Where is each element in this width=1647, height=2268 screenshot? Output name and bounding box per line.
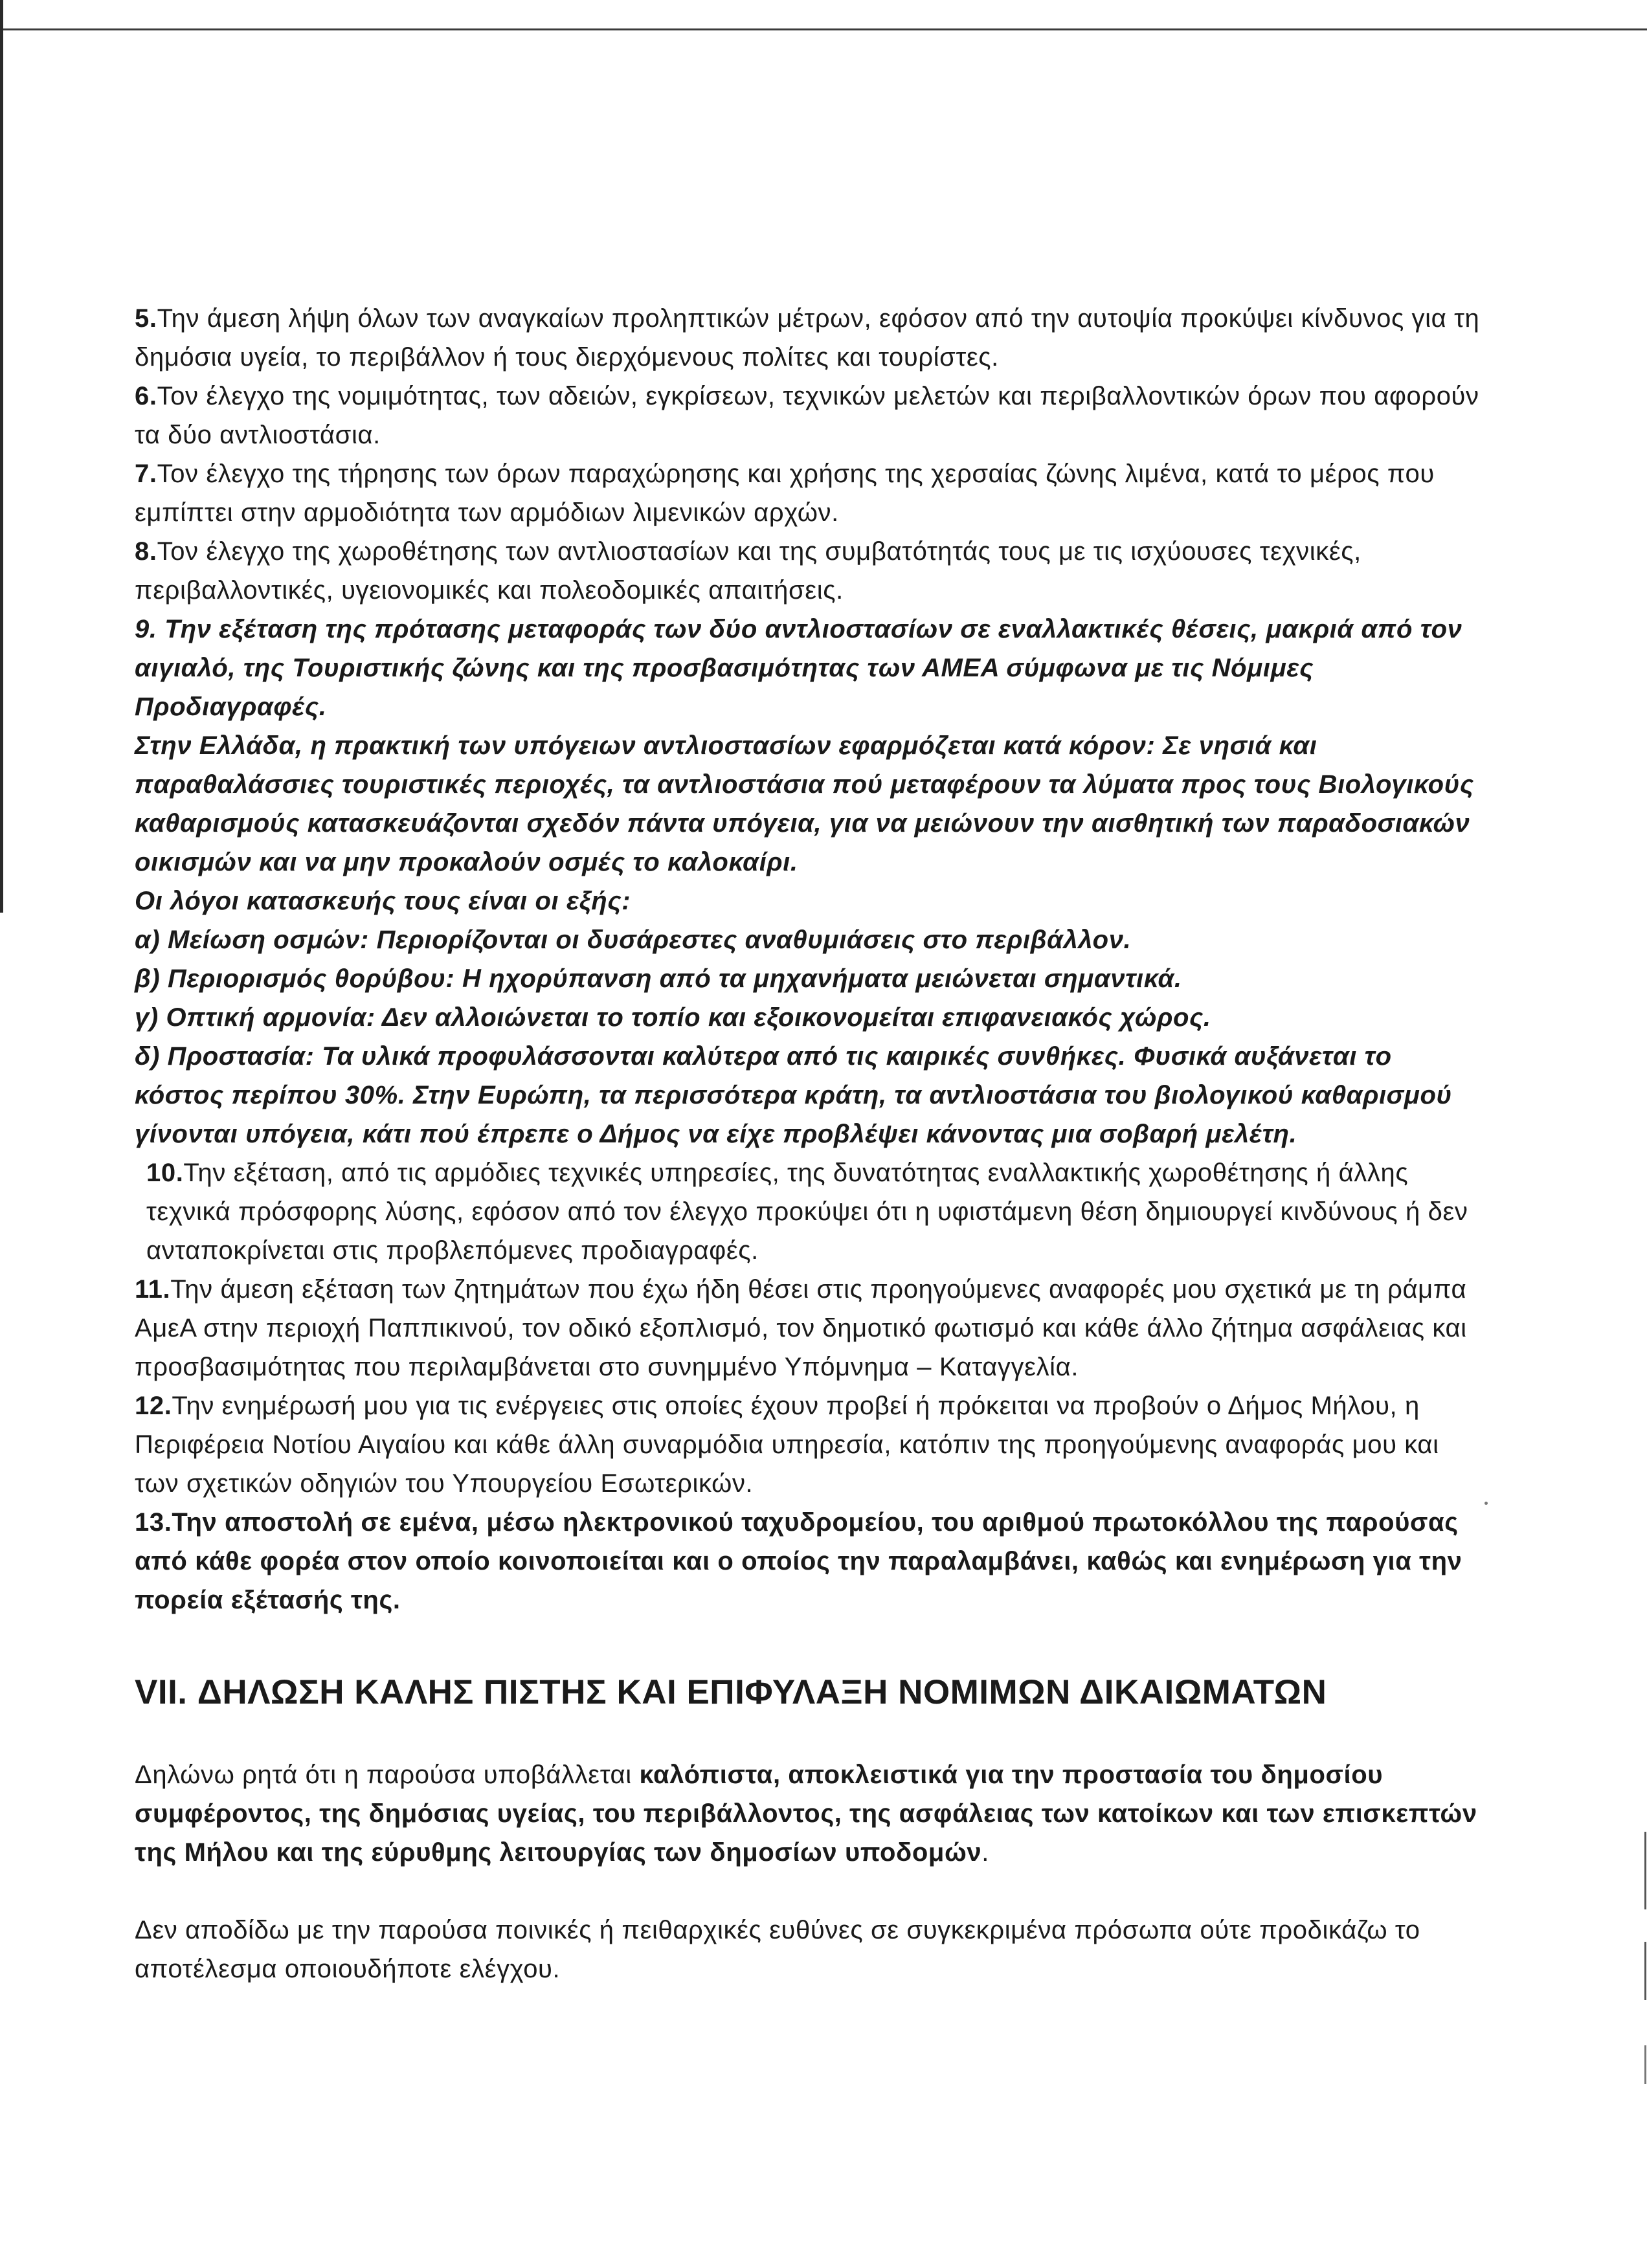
item-text: Την εξέταση, από τις αρμόδιες τεχνικές υπηρεσίες, της δυνατότητας εναλλακτικής χωροθέτησης ή άλλης τεχνικά πρόσφορης λύσης, εφόσον από τον έλεγχο προκύψει ότι η υφιστάμενη θέση δημιουργεί κινδύνους ή δεν ανταποκρίνεται στις προβλεπόμενες προδιαγραφές. bbox=[146, 1159, 1468, 1265]
paragraph-gap bbox=[135, 1872, 1481, 1911]
scan-edge-top bbox=[0, 28, 1647, 30]
item-text: Τον έλεγχο της χωροθέτησης των αντλιοστασίων και της συμβατότητάς τους με τις ισχύουσες τεχνικές, περιβαλλοντικές, υγειονομικές και πολεοδομικές απαιτήσεις. bbox=[135, 537, 1361, 605]
reasons-intro: Οι λόγοι κατασκευής τους είναι οι εξής: bbox=[135, 887, 631, 915]
request-item-13 bbox=[135, 1503, 1481, 1619]
item-text: Τον έλεγχο της νομιμότητας, των αδειών, εγκρίσεων, τεχνικών μελετών και περιβαλλοντικών όρων που αφορούν τα δύο αντλιοστάσια. bbox=[135, 382, 1479, 449]
scan-mark bbox=[1644, 1942, 1646, 2000]
item-text: Την ενημέρωσή μου για τις ενέργειες στις οποίες έχουν προβεί ή πρόκειται να προβούν ο Δήμος Μήλου, η Περιφέρεια Νοτίου Αιγαίου και κάθε άλλη συναρμόδια υπηρεσία, κατόπιν της προηγούμενης αναφοράς μου και των σχετικών οδηγιών του Υπουργείου Εσωτερικών. bbox=[135, 1392, 1439, 1498]
item-number: 12. bbox=[135, 1392, 172, 1420]
request-item-8 bbox=[135, 532, 1481, 610]
item-text: Την άμεση εξέταση των ζητημάτων που έχω ήδη θέσει στις προηγούμενες αναφορές μου σχετικά με τη ράμπα ΑμεΑ στην περιοχή Παππικινού, τον οδικό εξοπλισμό, τον δημοτικό φωτισμό και κάθε άλλο ζήτημα ασφάλειας και προσβασιμότητας που περιλαμβάνεται στο συνημμένο Υπόμνημα – Καταγγελία. bbox=[135, 1275, 1467, 1381]
item-text: Την άμεση λήψη όλων των αναγκαίων προληπτικών μέτρων, εφόσον από την αυτοψία προκύψει κίνδυνος για τη δημόσια υγεία, το περιβάλλον ή τους διερχόμενους πολίτες και τουρίστες. bbox=[135, 304, 1480, 372]
request-item-12 bbox=[135, 1386, 1481, 1503]
scan-speck bbox=[1485, 1502, 1488, 1505]
request-item-10 bbox=[135, 1153, 1481, 1270]
item-number: 9. bbox=[135, 615, 157, 643]
item-number: 8. bbox=[135, 537, 157, 566]
reason-a: α) Μείωση οσμών: Περιορίζονται οι δυσάρεστες αναθυμιάσεις στο περιβάλλον. bbox=[135, 926, 1132, 954]
request-item-6 bbox=[135, 377, 1481, 454]
request-item-9 bbox=[135, 610, 1481, 726]
request-item-11 bbox=[135, 1270, 1481, 1386]
greece-practice-note: Στην Ελλάδα, η πρακτική των υπόγειων αντλιοστασίων εφαρμόζεται κατά κόρον: Σε νησιά και παραθαλάσσιες τουριστικές περιοχές, τα αντλιοστάσια πού μεταφέρουν τα λύματα προς τους Βιολογικούς καθαρισμούς κατασκευάζονται σχεδόν πάντα υπόγεια, για να μειώνουν την αισθητική των παραδοσιακών οικισμών και να μην προκαλούν οσμές το καλοκαίρι. bbox=[135, 731, 1474, 876]
scan-edge-left bbox=[0, 0, 3, 913]
item-text: Την αποστολή σε εμένα, μέσω ηλεκτρονικού ταχυδρομείου, του αριθμού πρωτοκόλλου της παρούσας από κάθε φορέα στον οποίο κοινοποιείται και ο οποίος την παραλαμβάνει, καθώς και ενημέρωση για την πορεία εξέτασής της. bbox=[135, 1508, 1462, 1614]
section-heading: VII. ΔΗΛΩΣΗ ΚΑΛΗΣ ΠΙΣΤΗΣ ΚΑΙ ΕΠΙΦΥΛΑΞΗ ΝΟΜΙΜΩΝ ΔΙΚΑΙΩΜΑΤΩΝ bbox=[135, 1673, 1327, 1711]
reason-c: γ) Οπτική αρμονία: Δεν αλλοιώνεται το τοπίο και εξοικονομείται επιφανειακός χώρος. bbox=[135, 1003, 1211, 1032]
item-number: 7. bbox=[135, 460, 157, 488]
item-number: 5. bbox=[135, 304, 157, 333]
reason-d: δ) Προστασία: Τα υλικά προφυλάσσονται καλύτερα από τις καιρικές συνθήκες. Φυσικά αυξάνεται το κόστος περίπου 30%. Στην Ευρώπη, τα περισσότερα κράτη, τα αντλιοστάσια του βιολογικού καθαρισμού γίνονται υπόγεια, κάτι πού έπρεπε ο Δήμος να είχε προβλέψει κάνοντας μια σοβαρή μελέτη. bbox=[135, 1042, 1452, 1148]
item-text: Την εξέταση της πρότασης μεταφοράς των δύο αντλιοστασίων σε εναλλακτικές θέσεις, μακριά από τον αιγιαλό, της Τουριστικής ζώνης και της προσβασιμότητας των ΑΜΕΑ σύμφωνα με τις Νόμιμες Προδιαγραφές. bbox=[135, 615, 1462, 721]
declaration-emphasis: καλόπιστα, αποκλειστικά για την προστασία του δημοσίου συμφέροντος, της δημόσιας υγείας, του περιβάλλοντος, της ασφάλειας των κατοίκων και των επισκεπτών της Μήλου και της εύρυθμης λειτουργίας των δημοσίων υποδομών bbox=[135, 1761, 1477, 1867]
document-body bbox=[135, 299, 1481, 1988]
item-number: 6. bbox=[135, 382, 157, 410]
request-item-5 bbox=[135, 299, 1481, 377]
reason-b: β) Περιορισμός θορύβου: Η ηχορύπανση από τα μηχανήματα μειώνεται σημαντικά. bbox=[135, 964, 1182, 993]
scan-mark bbox=[1644, 2045, 1646, 2084]
declaration-lead: Δηλώνω ρητά ότι η παρούσα υποβάλλεται bbox=[135, 1761, 640, 1789]
item-number: 11. bbox=[135, 1275, 171, 1304]
item-number: 13. bbox=[135, 1508, 172, 1537]
no-liability-statement: Δεν αποδίδω με την παρούσα ποινικές ή πειθαρχικές ευθύνες σε συγκεκριμένα πρόσωπα ούτε προδικάζω το αποτέλεσμα οποιουδήποτε ελέγχου. bbox=[135, 1916, 1420, 1983]
request-item-7 bbox=[135, 454, 1481, 532]
scan-mark bbox=[1644, 1832, 1646, 1909]
good-faith-declaration bbox=[135, 1755, 1481, 1872]
item-number: 10. bbox=[146, 1159, 184, 1187]
item-text: Τον έλεγχο της τήρησης των όρων παραχώρησης και χρήσης της χερσαίας ζώνης λιμένα, κατά το μέρος που εμπίπτει στην αρμοδιότητα των αρμόδιων λιμενικών αρχών. bbox=[135, 460, 1435, 527]
declaration-end: . bbox=[981, 1838, 989, 1867]
